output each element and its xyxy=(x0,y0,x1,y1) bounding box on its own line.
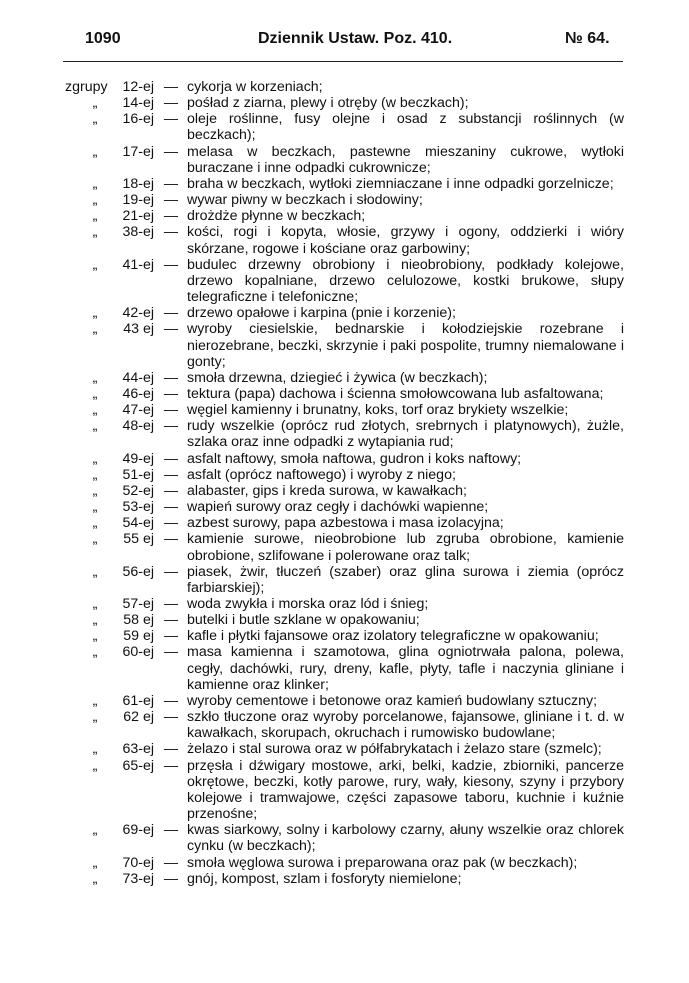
dash-separator: — xyxy=(163,111,179,128)
ditto-mark: „ xyxy=(92,224,98,241)
group-description: alabaster, gips i kreda surowa, w kawałkach; xyxy=(187,482,467,499)
group-number: 21-ej xyxy=(122,208,154,225)
list-item xyxy=(0,402,689,418)
ditto-mark: „ xyxy=(92,321,98,338)
ditto-mark: „ xyxy=(92,192,98,209)
list-item xyxy=(0,693,689,709)
list-item xyxy=(0,144,689,176)
group-number: 41-ej xyxy=(122,256,154,273)
group-number: 44-ej xyxy=(122,369,154,386)
group-number: 61-ej xyxy=(122,692,154,709)
ditto-mark: „ xyxy=(92,385,98,402)
group-number: 57-ej xyxy=(122,596,154,612)
ditto-mark: „ xyxy=(92,854,98,871)
list-item xyxy=(0,176,689,192)
dash-separator: — xyxy=(163,628,179,645)
group-number: 51-ej xyxy=(122,466,154,483)
list-item xyxy=(0,95,689,111)
group-description: azbest surowy, papa azbestowa i masa izolacyjna; xyxy=(187,515,504,532)
list-item xyxy=(0,855,689,871)
group-description: wyroby ciesielskie, bednarskie i kołodziejskie rozebrane i nierozebrane, beczki, skrzynie i paki pospolite, trumny niemalowane i gonty; xyxy=(187,321,624,370)
group-description: asfalt (oprócz naftowego) i wyroby z niego; xyxy=(187,466,456,483)
dash-separator: — xyxy=(163,709,179,726)
dash-separator: — xyxy=(163,175,179,192)
ditto-mark: „ xyxy=(92,709,98,726)
group-number: 19-ej xyxy=(122,192,154,209)
group-description: kamienie surowe, nieobrobione lub zgruba obrobione, kamienie obrobione, szlifowane i polerowane oraz talk; xyxy=(187,531,624,564)
group-number: 62 ej xyxy=(123,709,154,726)
list-item xyxy=(0,531,689,563)
ditto-mark: „ xyxy=(92,208,98,225)
ditto-mark: „ xyxy=(92,870,98,887)
header-rule xyxy=(63,61,623,62)
group-description: węgiel kamienny i brunatny, koks, torf oraz brykiety wszelkie; xyxy=(187,402,569,419)
list-item xyxy=(0,871,689,887)
group-description: butelki i butle szklane w opakowaniu; xyxy=(187,612,420,629)
dash-separator: — xyxy=(163,256,179,273)
dash-separator: — xyxy=(163,612,179,629)
group-number: 14-ej xyxy=(122,95,154,112)
list-item xyxy=(0,370,689,386)
dash-separator: — xyxy=(163,79,179,95)
group-description: piasek, żwir, tłuczeń (szaber) oraz glina surowa i ziemia (oprócz farbiarskiej); xyxy=(187,563,624,596)
group-number: 12-ej xyxy=(122,79,154,95)
dash-separator: — xyxy=(163,95,179,112)
group-description: woda zwykła i morska oraz lód i śnieg; xyxy=(187,596,429,612)
group-description: gnój, kompost, szlam i fosforyty niemielone; xyxy=(187,870,462,887)
group-description: przęsła i dźwigary mostowe, arki, belki, kadzie, zbiorniki, pancerze okrętowe, beczki, kotły parowe, rury, wały, kiesony, szyny i przybory kolejowe i tramwajowe, części zapasowe taboru, kuchnie i kuźnie przenośne; xyxy=(187,757,624,823)
group-description: rudy wszelkie (oprócz rud złotych, srebrnych i platynowych), żużle, szlaka oraz inne odpadki z wytapiania rud; xyxy=(187,418,624,451)
list-item xyxy=(0,224,689,256)
dash-separator: — xyxy=(163,741,179,758)
group-description: smoła węglowa surowa i preparowana oraz pak (w beczkach); xyxy=(187,854,578,871)
dash-separator: — xyxy=(163,531,179,548)
list-item xyxy=(0,467,689,483)
list-item xyxy=(0,386,689,402)
dash-separator: — xyxy=(163,418,179,435)
ditto-mark: „ xyxy=(92,563,98,580)
dash-separator: — xyxy=(163,482,179,499)
dash-separator: — xyxy=(163,224,179,241)
dash-separator: — xyxy=(163,515,179,532)
dash-separator: — xyxy=(163,854,179,871)
group-number: 49-ej xyxy=(122,450,154,467)
ditto-mark: „ xyxy=(92,644,98,661)
dash-separator: — xyxy=(163,192,179,209)
dash-separator: — xyxy=(163,466,179,483)
group-number: 53-ej xyxy=(122,499,154,516)
ditto-mark: „ xyxy=(92,596,98,612)
group-number: 47-ej xyxy=(122,402,154,419)
issue-number: № 64. xyxy=(565,30,610,47)
list-item xyxy=(0,758,689,823)
group-number: 48-ej xyxy=(122,418,154,435)
ditto-mark: „ xyxy=(92,757,98,774)
dash-separator: — xyxy=(163,692,179,709)
group-number: 55 ej xyxy=(123,531,154,548)
ditto-mark: „ xyxy=(92,305,98,322)
group-number: 43 ej xyxy=(123,321,154,338)
page-header xyxy=(0,0,689,56)
group-description: wyroby cementowe i betonowe oraz kamień budowlany sztuczny; xyxy=(187,692,598,709)
ditto-mark: „ xyxy=(92,741,98,758)
group-number: 73-ej xyxy=(122,870,154,887)
group-number: 58 ej xyxy=(123,612,154,629)
group-number: 38-ej xyxy=(122,224,154,241)
ditto-mark: „ xyxy=(92,531,98,548)
group-number: 59 ej xyxy=(123,628,154,645)
list-item xyxy=(0,321,689,369)
group-description: drożdże płynne w beczkach; xyxy=(187,208,366,225)
dash-separator: — xyxy=(163,305,179,322)
ditto-mark: „ xyxy=(92,612,98,629)
group-description: żelazo i stal surowa oraz w półfabrykatach i żelazo stare (szmelc); xyxy=(187,741,602,758)
list-item xyxy=(0,79,689,95)
group-number: 70-ej xyxy=(122,854,154,871)
group-number: 65-ej xyxy=(122,757,154,774)
ditto-mark: „ xyxy=(92,499,98,516)
dash-separator: — xyxy=(163,321,179,338)
group-description: kwas siarkowy, solny i karbolowy czarny, ałuny wszelkie oraz chlorek cynku (w beczkach); xyxy=(187,822,624,855)
list-item xyxy=(0,418,689,450)
group-description: oleje roślinne, fusy olejne i osad z substancji roślinnych (w beczkach); xyxy=(187,111,624,144)
dash-separator: — xyxy=(163,757,179,774)
dash-separator: — xyxy=(163,870,179,887)
group-number: 17-ej xyxy=(122,143,154,160)
ditto-mark: „ xyxy=(92,95,98,112)
list-item xyxy=(0,208,689,224)
dash-separator: — xyxy=(163,402,179,419)
group-description: smoła drzewna, dziegieć i żywica (w beczkach); xyxy=(187,369,488,386)
ditto-mark: „ xyxy=(92,628,98,645)
dash-separator: — xyxy=(163,385,179,402)
group-description: szkło tłuczone oraz wyroby porcelanowe, fajansowe, gliniane i t. d. w kawałkach, skorupach, okruchach i rumowisko budowlane; xyxy=(187,709,624,742)
ditto-mark: „ xyxy=(92,175,98,192)
page-number: 1090 xyxy=(85,30,121,47)
group-description: pośład z ziarna, plewy i otręby (w beczkach); xyxy=(187,95,469,112)
ditto-mark: „ xyxy=(92,256,98,273)
list-item xyxy=(0,822,689,854)
list-item xyxy=(0,564,689,596)
ditto-mark: „ xyxy=(92,692,98,709)
ditto-mark: „ xyxy=(92,111,98,128)
dash-separator: — xyxy=(163,450,179,467)
group-description: cykorja w korzeniach; xyxy=(187,79,323,95)
dash-separator: — xyxy=(163,208,179,225)
group-number: 52-ej xyxy=(122,482,154,499)
ditto-mark: „ xyxy=(92,402,98,419)
dash-separator: — xyxy=(163,644,179,661)
ditto-mark: „ xyxy=(92,369,98,386)
list-item xyxy=(0,628,689,644)
ditto-mark: „ xyxy=(92,418,98,435)
dash-separator: — xyxy=(163,499,179,516)
dash-separator: — xyxy=(163,596,179,612)
ditto-mark: „ xyxy=(92,450,98,467)
list-item xyxy=(0,192,689,208)
group-description: kości, rogi i kopyta, włosie, grzywy i ogony, oddzierki i wióry skórzane, rogowe i kościane oraz garbowiny; xyxy=(187,224,624,257)
tariff-group-list xyxy=(0,79,689,887)
group-number: 46-ej xyxy=(122,385,154,402)
group-description: drzewo opałowe i karpina (pnie i korzenie); xyxy=(187,305,456,322)
ditto-mark: „ xyxy=(92,482,98,499)
group-description: braha w beczkach, wytłoki ziemniaczane i inne odpadki gorzelnicze; xyxy=(187,175,614,192)
list-item xyxy=(0,451,689,467)
group-description: melasa w beczkach, pastewne mieszaniny cukrowe, wytłoki buraczane i inne odpadki cukrownicze; xyxy=(187,143,624,176)
group-description: tektura (papa) dachowa i ścienna smołowcowana lub asfaltowana; xyxy=(187,385,604,402)
list-item xyxy=(0,257,689,305)
group-description: budulec drzewny obrobiony i nieobrobiony, podkłady kolejowe, drzewo kopalniane, drzewo celulozowe, kostki brukowe, słupy telegraficzne i telefoniczne; xyxy=(187,256,624,306)
ditto-mark: „ xyxy=(92,466,98,483)
group-description: masa kamienna i szamotowa, glina ogniotrwała palona, polewa, cegły, dachówki, rury, dreny, kafle, płyty, tafle i naczynia gliniane i kamienne oraz klinker; xyxy=(187,644,624,693)
group-number: 60-ej xyxy=(122,644,154,661)
list-item xyxy=(0,644,689,692)
group-number: 16-ej xyxy=(122,111,154,128)
ditto-mark: „ xyxy=(92,143,98,160)
ditto-mark: „ xyxy=(92,515,98,532)
group-number: 63-ej xyxy=(122,741,154,758)
group-number: 42-ej xyxy=(122,305,154,322)
group-label: zgrupy xyxy=(65,79,108,95)
list-item xyxy=(0,305,689,321)
dash-separator: — xyxy=(163,563,179,580)
dash-separator: — xyxy=(163,143,179,160)
group-number: 54-ej xyxy=(122,515,154,532)
group-description: kafle i płytki fajansowe oraz izolatory telegraficzne w opakowaniu; xyxy=(187,628,599,645)
dash-separator: — xyxy=(163,822,179,839)
list-item xyxy=(0,483,689,499)
group-number: 69-ej xyxy=(122,822,154,839)
list-item xyxy=(0,612,689,628)
journal-title: Dziennik Ustaw. Poz. 410. xyxy=(258,30,453,47)
group-description: wywar piwny w beczkach i słodowiny; xyxy=(187,192,423,209)
group-number: 56-ej xyxy=(122,563,154,580)
list-item xyxy=(0,741,689,757)
dash-separator: — xyxy=(163,369,179,386)
group-description: wapień surowy oraz cegły i dachówki wapienne; xyxy=(187,499,489,516)
list-item xyxy=(0,111,689,143)
group-description: asfalt naftowy, smoła naftowa, gudron i koks naftowy; xyxy=(187,450,522,467)
group-number: 18-ej xyxy=(122,175,154,192)
list-item xyxy=(0,596,689,612)
ditto-mark: „ xyxy=(92,822,98,839)
list-item xyxy=(0,515,689,531)
list-item xyxy=(0,499,689,515)
list-item xyxy=(0,709,689,741)
